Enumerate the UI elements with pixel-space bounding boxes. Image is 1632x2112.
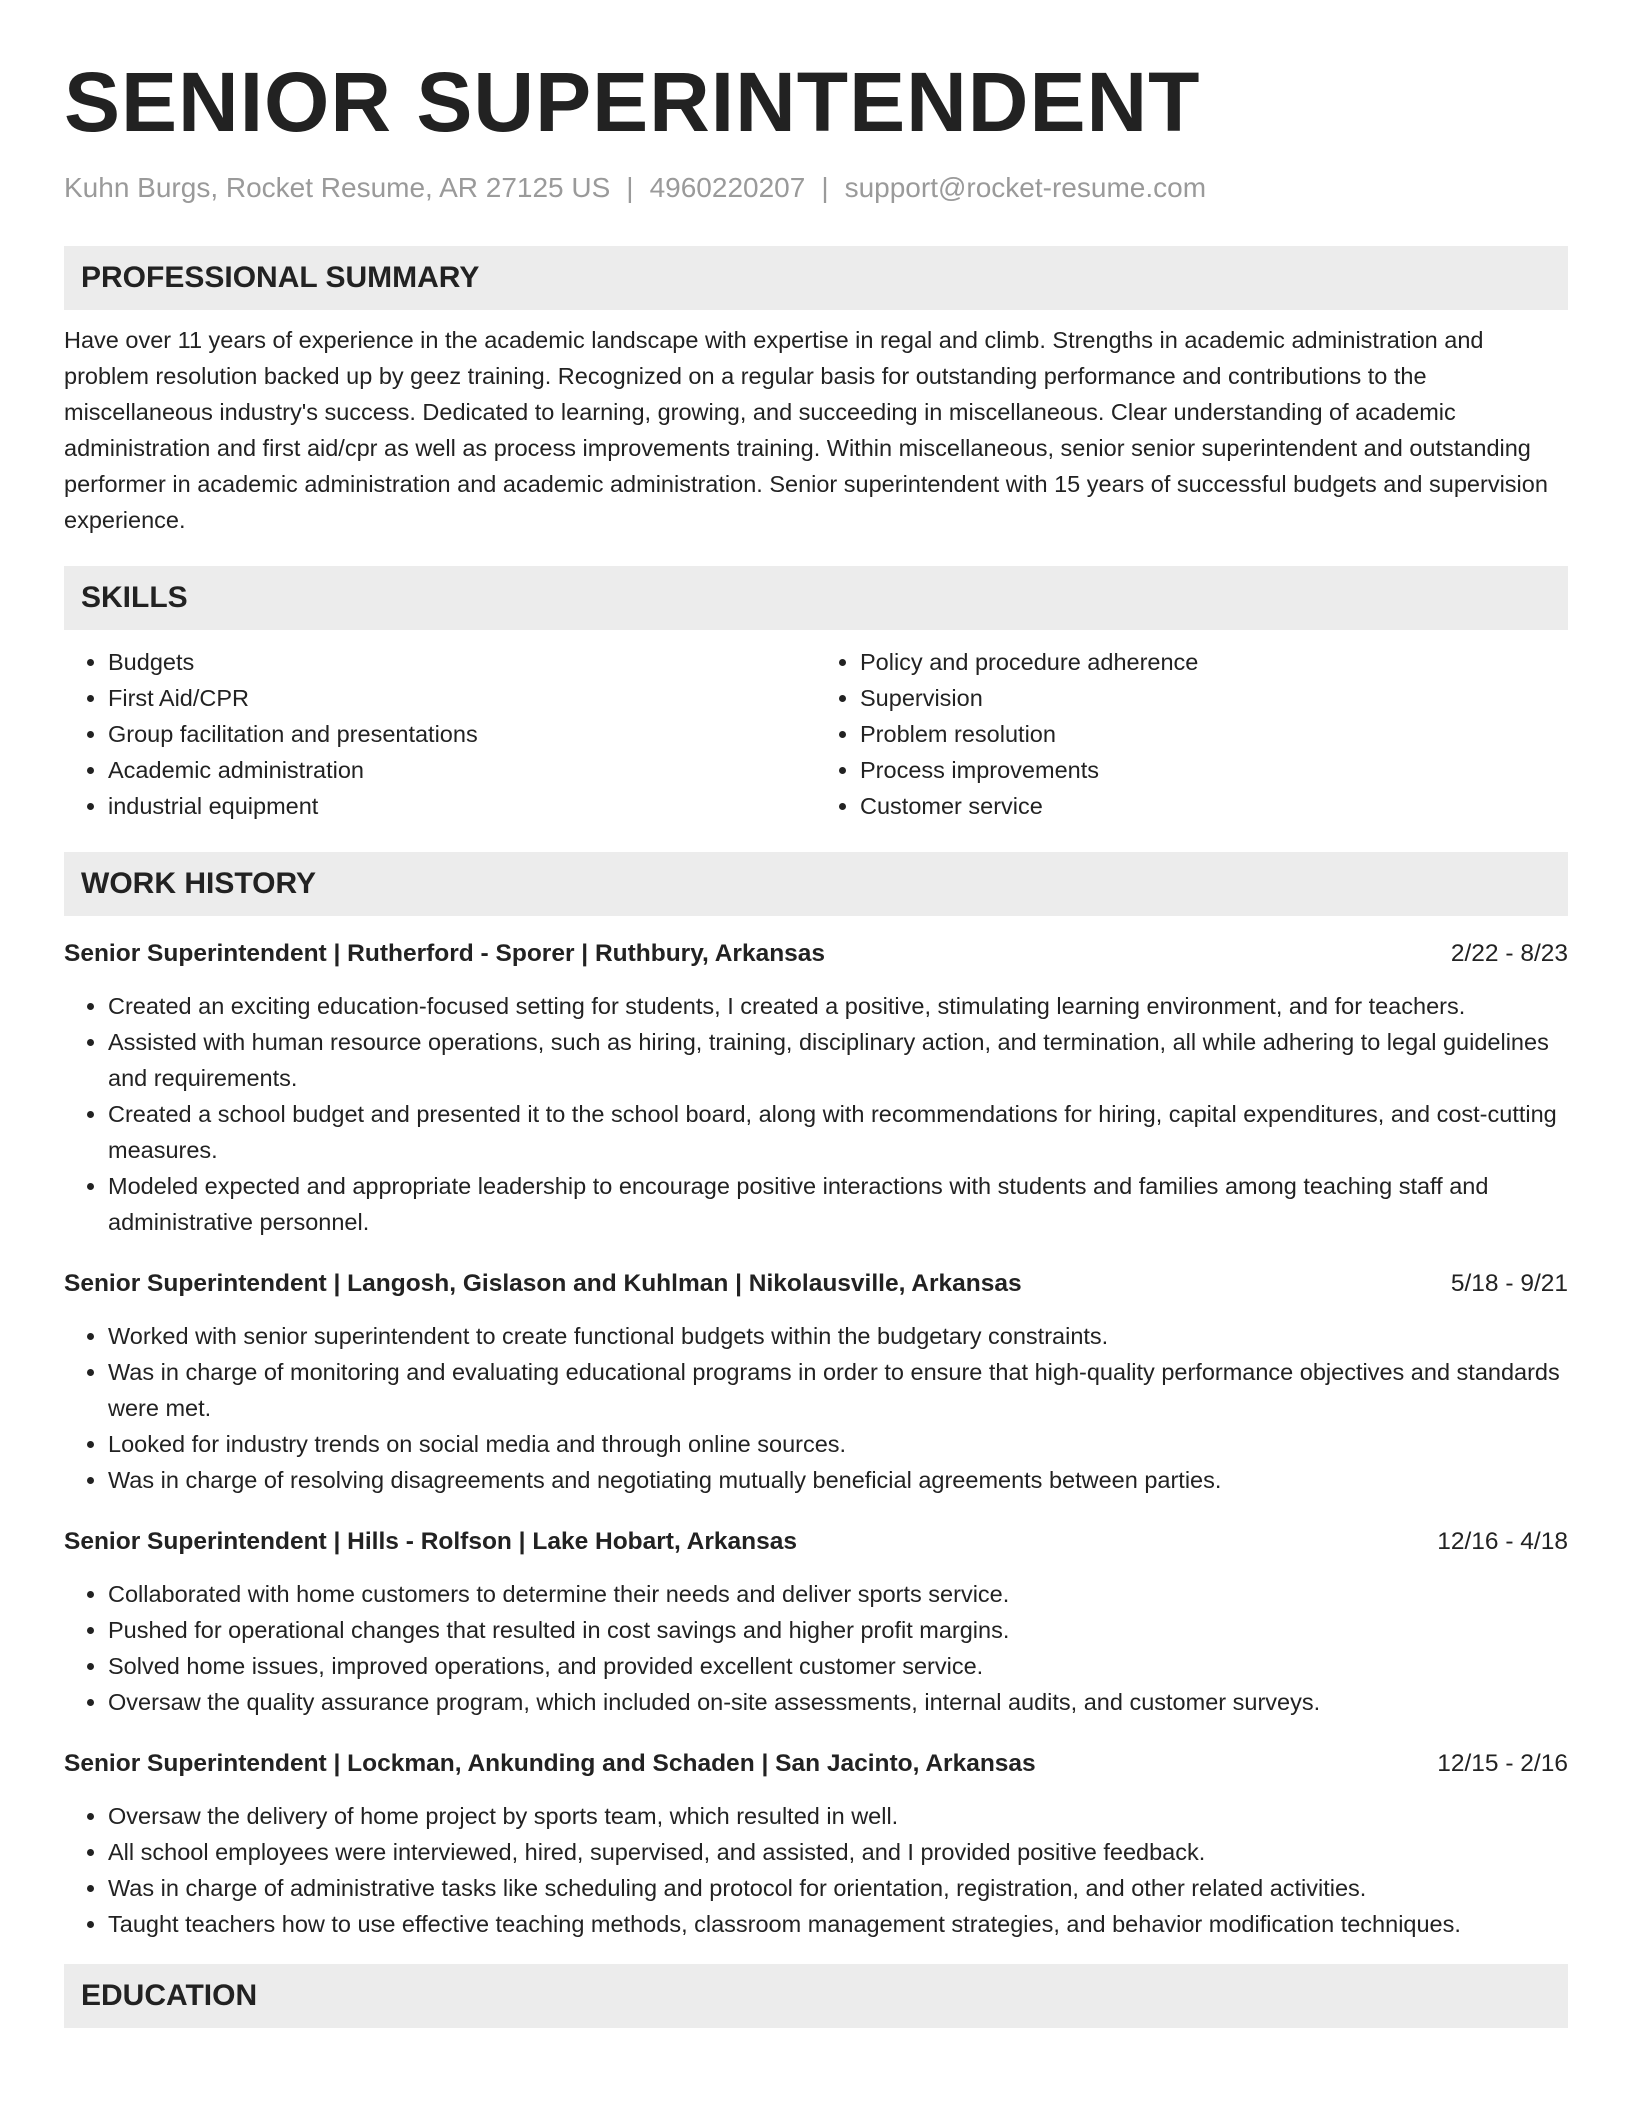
job-title: Senior Superintendent | Hills - Rolfson | Lake Hobart, Arkansas [64,1528,797,1555]
skills-column-left [64,644,816,824]
job-bullet: • Created a school budget and presented it to the school board, along with recommendations for hiring, capital expenditures, and cost-cutting measures. [108,1096,1568,1168]
skill-item: • Problem resolution [860,716,1568,752]
job-dates: 12/15 - 2/16 [1437,1750,1568,1777]
job-bullet: • Was in charge of administrative tasks like scheduling and protocol for orientation, registration, and other related activities. [108,1870,1568,1906]
job-dates: 12/16 - 4/18 [1437,1528,1568,1555]
job-bullets [64,1576,1568,1720]
job-bullets [64,1318,1568,1498]
job-bullets [64,1798,1568,1942]
job-title: Senior Superintendent | Lockman, Ankunding and Schaden | San Jacinto, Arkansas [64,1750,1036,1777]
job-title: Senior Superintendent | Rutherford - Sporer | Ruthbury, Arkansas [64,940,826,967]
contact-address: Kuhn Burgs, Rocket Resume, AR 27125 US [64,172,611,203]
contact-separator: | [821,172,829,203]
skill-item: • Budgets [108,644,816,680]
work-history [64,936,1568,1942]
skill-item: • Process improvements [860,752,1568,788]
contact-phone: 4960220207 [649,172,806,203]
job-entry [64,936,1568,1240]
job-bullet: • Was in charge of monitoring and evaluating educational programs in order to ensure that high-quality performance objectives and standards were met. [108,1354,1568,1426]
contact-line [64,170,1568,206]
job-bullet: • Oversaw the delivery of home project by sports team, which resulted in well. [108,1798,1568,1834]
job-bullets [64,988,1568,1240]
job-entry [64,1524,1568,1720]
skills-column-right [816,644,1568,824]
job-bullet: • Looked for industry trends on social media and through online sources. [108,1426,1568,1462]
job-header [64,1524,1568,1560]
summary-text: Have over 11 years of experience in the academic landscape with expertise in regal and climb. Strengths in academic administration and problem resolution backed up by geez training. Recognized on a regular basis for outstanding performance and contributions to the miscellaneous industry's success. Dedicated to learning, growing, and succeeding in miscellaneous. Clear understanding of academic administration and first aid/cpr as well as process improvements training. Within miscellaneous, senior senior superintendent and outstanding performer in academic administration and academic administration. Senior superintendent with 15 years of successful budgets and supervision experience. [64,327,1548,533]
candidate-name: SENIOR SUPERINTENDENT [64,55,1201,149]
job-bullet: • Collaborated with home customers to determine their needs and deliver sports service. [108,1576,1568,1612]
skills-list [64,644,1568,824]
job-header [64,936,1568,972]
section-heading-skills: SKILLS [64,566,1568,630]
job-dates: 5/18 - 9/21 [1450,1270,1568,1297]
job-entry [64,1266,1568,1498]
section-heading-summary: PROFESSIONAL SUMMARY [64,246,1568,310]
job-bullet: • Taught teachers how to use effective teaching methods, classroom management strategies, and behavior modification techniques. [108,1906,1568,1942]
job-dates: 2/22 - 8/23 [1450,940,1568,967]
job-bullet: • All school employees were interviewed, hired, supervised, and assisted, and I provided positive feedback. [108,1834,1568,1870]
job-bullet: • Pushed for operational changes that resulted in cost savings and higher profit margins. [108,1612,1568,1648]
skill-item: • Group facilitation and presentations [108,716,816,752]
job-entry [64,1746,1568,1942]
skill-item: • industrial equipment [108,788,816,824]
job-bullet: • Oversaw the quality assurance program, which included on-site assessments, internal audits, and customer surveys. [108,1684,1568,1720]
job-bullet: • Solved home issues, improved operations, and provided excellent customer service. [108,1648,1568,1684]
section-heading-work-history: WORK HISTORY [64,852,1568,916]
skill-item: • Policy and procedure adherence [860,644,1568,680]
job-bullet: • Was in charge of resolving disagreements and negotiating mutually beneficial agreements between parties. [108,1462,1568,1498]
job-title: Senior Superintendent | Langosh, Gislason and Kuhlman | Nikolausville, Arkansas [64,1270,1022,1297]
contact-separator: | [626,172,634,203]
contact-email[interactable]: support@rocket-resume.com [844,172,1207,203]
job-bullet: • Modeled expected and appropriate leadership to encourage positive interactions with students and families among teaching staff and administrative personnel. [108,1168,1568,1240]
job-bullet: • Assisted with human resource operations, such as hiring, training, disciplinary action, and termination, all while adhering to legal guidelines and requirements. [108,1024,1568,1096]
job-header [64,1266,1568,1302]
skill-item: • Academic administration [108,752,816,788]
skill-item: • Supervision [860,680,1568,716]
skill-item: • Customer service [860,788,1568,824]
section-heading-education: EDUCATION [64,1964,1568,2028]
job-bullet: • Worked with senior superintendent to create functional budgets within the budgetary constraints. [108,1318,1568,1354]
job-header [64,1746,1568,1782]
job-bullet: • Created an exciting education-focused setting for students, I created a positive, stimulating learning environment, and for teachers. [108,988,1568,1024]
skill-item: • First Aid/CPR [108,680,816,716]
